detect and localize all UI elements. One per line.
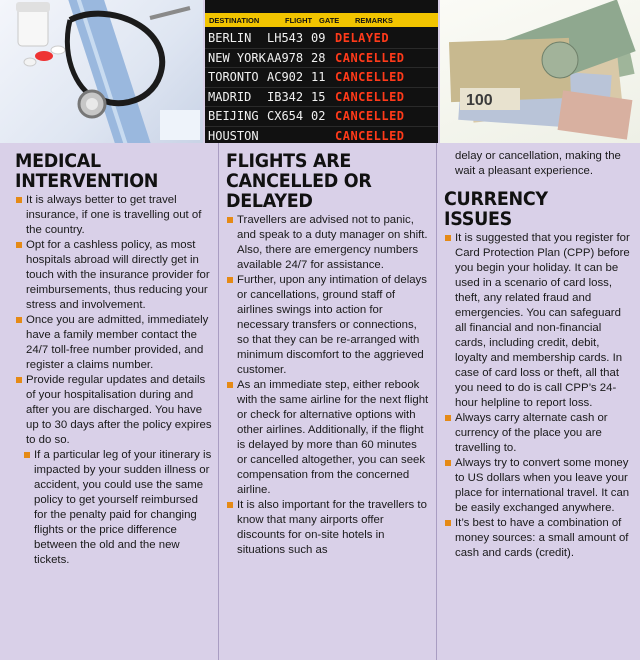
bullet-square-icon	[227, 382, 233, 388]
bullet-square-icon	[445, 415, 451, 421]
medical-title	[15, 151, 196, 191]
stethoscope-pills-icon	[0, 0, 203, 143]
bullet-square-icon	[16, 197, 22, 203]
board-flight: IB342	[267, 89, 304, 104]
medical-title-line2: INTERVENTION	[15, 170, 159, 192]
list-item-text: It is suggested that you register for Card Protection Plan (CPP) before you begin your holiday. It can be used in a scenario of card loss, theft, any related fraud and emergencies. You can safeguard all financial and non-financial cards, including credit, debit, loyalty and membership cards. In case of card loss or theft, all that you need to do is call CPP’s 24-hour helpline to report loss.	[455, 232, 630, 409]
bullet-square-icon	[16, 317, 22, 323]
board-destination: TORONTO	[208, 70, 259, 85]
medical-title-line1: MEDICAL	[15, 150, 101, 172]
board-destination: MADRID	[208, 89, 252, 104]
board-row	[205, 88, 438, 108]
list-item	[15, 313, 212, 373]
bullet-square-icon	[227, 277, 233, 283]
flights-column	[218, 143, 436, 660]
medical-column	[0, 143, 218, 660]
board-row	[205, 68, 438, 88]
board-header-remarks: REMARKS	[355, 15, 393, 25]
list-item-text: Always try to convert some money to US dollars when you leave your place for international travel. It can be easily exchanged anywhere.	[455, 457, 630, 514]
board-remark: CANCELLED	[335, 50, 405, 65]
currency-column	[436, 143, 640, 660]
board-rows	[205, 29, 438, 143]
list-item	[444, 516, 634, 561]
list-item	[15, 448, 212, 568]
list-item	[444, 411, 634, 456]
bullet-square-icon	[16, 242, 22, 248]
banknote-denomination: 100	[466, 92, 493, 109]
board-remark: CANCELLED	[335, 128, 405, 143]
bullet-square-icon	[16, 377, 22, 383]
board-flight: CX654	[267, 109, 304, 124]
list-item-text: It’s best to have a combination of money sources: a small amount of cash and cards (credit).	[455, 517, 629, 559]
board-row	[205, 29, 438, 49]
bullet-square-icon	[227, 502, 233, 508]
flights-title-line2: CANCELLED OR	[226, 170, 372, 192]
bullet-square-icon	[24, 452, 30, 458]
flights-list	[226, 213, 430, 558]
list-item	[226, 378, 430, 498]
board-header-gate: GATE	[319, 15, 340, 25]
board-row	[205, 127, 438, 143]
list-item	[444, 231, 634, 411]
list-item	[444, 456, 634, 516]
banknotes-icon	[440, 0, 640, 143]
board-header-flight: FLIGHT	[285, 15, 313, 25]
list-item-text: Always carry alternate cash or currency of the place you are travelling to.	[455, 412, 608, 454]
board-gate: 28	[311, 50, 326, 65]
board-remark: CANCELLED	[335, 89, 405, 104]
bullet-square-icon	[445, 460, 451, 466]
board-gate: 09	[311, 31, 326, 45]
medical-list	[15, 193, 212, 568]
list-item	[15, 193, 212, 238]
medical-photo	[0, 0, 203, 143]
board-header	[205, 13, 438, 27]
board-destination: HOUSTON	[208, 128, 259, 143]
board-gate: 15	[311, 89, 326, 104]
board-remark: CANCELLED	[335, 70, 405, 85]
board-destination: BERLIN	[208, 31, 252, 45]
flights-continuation: delay or cancellation, making the wait a pleasant experience.	[455, 150, 621, 177]
list-item	[15, 373, 212, 448]
board-remark: CANCELLED	[335, 109, 405, 124]
flights-title-line3: DELAYED	[226, 190, 313, 212]
list-item-text: Once you are admitted, immediately have a family member contact the 24/7 toll-free number provided, and register a claims number.	[26, 314, 209, 371]
departures-board-photo	[205, 0, 438, 143]
list-item	[226, 498, 430, 558]
list-item-text: Travellers are advised not to panic, and speak to a duty manager on shift. Also, there are emergency numbers available 24/7 for assistance.	[237, 214, 428, 271]
list-item-text: Provide regular updates and details of your hospitalisation during and after you are discharged. You have up to 30 days after the policy expires to do so.	[26, 374, 212, 446]
board-destination: NEW YORK	[208, 50, 266, 65]
currency-title: CURRENCY ISSUES	[444, 188, 548, 230]
list-item	[226, 213, 430, 273]
board-gate: 11	[311, 70, 326, 85]
bullet-square-icon	[227, 217, 233, 223]
list-item-text: As an immediate step, either rebook with the same airline for the next flight or check for alternative options with other airlines. Additionally, if the flight is delayed by more than 60 minutes or cancelled altogether, you can seek compensation from the concerned airline.	[237, 379, 429, 496]
list-item-text: If a particular leg of your itinerary is impacted by your sudden illness or accident, you could use the same policy to get yourself reimbursed for the penalty paid for changing flights or the price difference between the old and the new tickets.	[34, 449, 212, 566]
flights-title	[226, 151, 414, 211]
list-item-text: It is also important for the travellers to know that many airports offer discounts for on-site hotels in situations such as	[237, 499, 427, 556]
list-item	[226, 273, 430, 378]
bullet-square-icon	[445, 235, 451, 241]
board-remark: DELAYED	[335, 31, 390, 45]
bullet-square-icon	[445, 520, 451, 526]
list-item-text: Opt for a cashless policy, as most hospitals abroad will directly get in touch with the insurance provider for reimbursements, thus reducing your stress and involvement.	[26, 239, 210, 311]
flights-title-line1: FLIGHTS ARE	[226, 150, 352, 172]
board-row	[205, 107, 438, 127]
currency-list	[444, 231, 634, 561]
list-item	[15, 238, 212, 313]
list-item-text: It is always better to get travel insurance, if one is travelling out of the country.	[26, 194, 202, 236]
board-flight: LH543	[267, 31, 304, 45]
board-row	[205, 49, 438, 69]
board-gate: 02	[311, 109, 326, 124]
board-flight: AC902	[267, 70, 304, 85]
money-photo	[440, 0, 640, 143]
list-item-text: Further, upon any intimation of delays or cancellations, ground staff of airlines swings into action for necessary transfers or connections, so that they can be re-arranged with minimum discomfort to the aggrieved customer.	[237, 274, 427, 376]
board-flight: AA978	[267, 50, 304, 65]
board-header-destination: DESTINATION	[209, 15, 260, 25]
board-destination: BEIJING	[208, 109, 259, 124]
